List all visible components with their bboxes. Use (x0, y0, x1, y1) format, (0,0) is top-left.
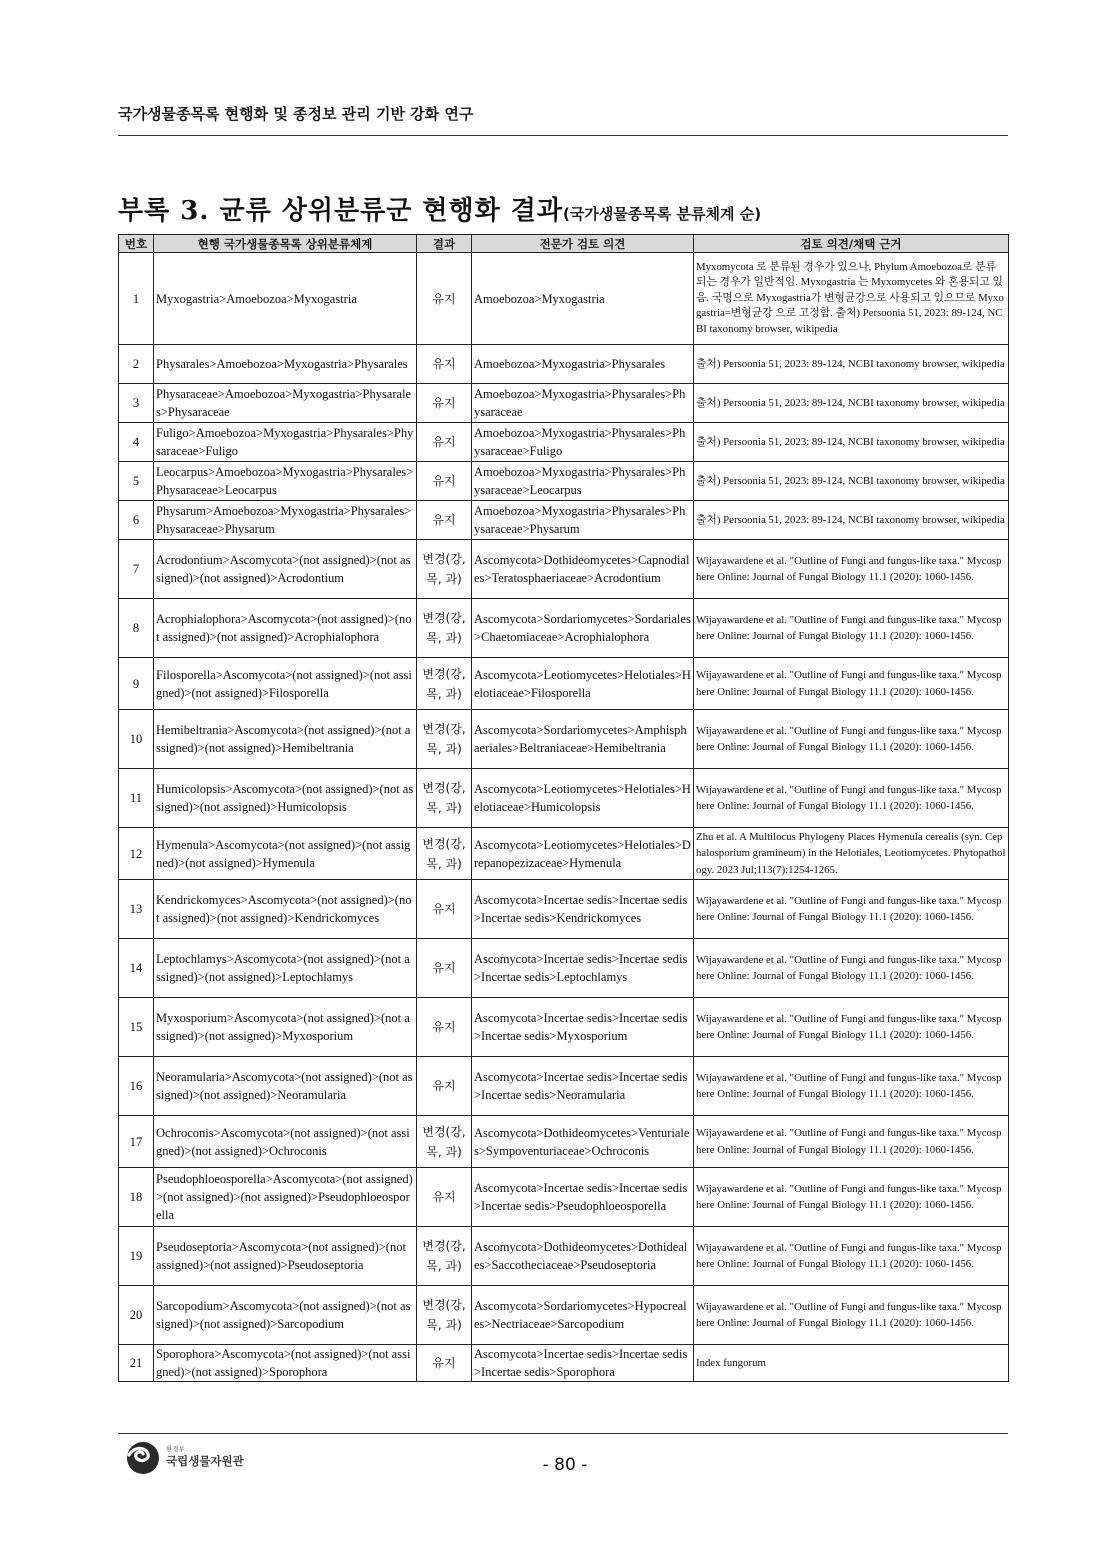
row-number: 8 (119, 599, 154, 658)
basis-reference: Index fungorum (694, 1345, 1009, 1382)
result-cell: 유지 (417, 501, 472, 540)
logo-institute-name: 국립생물자원관 (166, 1454, 244, 1468)
current-classification: Neoramularia>Ascomycota>(not assigned)>(not assigned)>(not assigned)>Neoramularia (154, 1057, 417, 1116)
row-number: 13 (119, 880, 154, 939)
current-classification: Pseudophloeosporella>Ascomycota>(not assigned)>(not assigned)>(not assigned)>Pseudophloeosporella (154, 1168, 417, 1227)
table-header-row (119, 235, 1009, 253)
basis-reference: 출처) Persoonia 51, 2023: 89-124, NCBI taxonomy browser, wikipedia (694, 501, 1009, 540)
row-number: 3 (119, 384, 154, 423)
basis-reference: Wijayawardene et al. "Outline of Fungi and fungus-like taxa." Mycosphere Online: Journal of Fungal Biology 11.1 (2020): 1060-1456. (694, 880, 1009, 939)
row-number: 18 (119, 1168, 154, 1227)
result-cell: 유지 (417, 384, 472, 423)
row-number: 19 (119, 1227, 154, 1286)
current-classification: Filosporella>Ascomycota>(not assigned)>(not assigned)>(not assigned)>Filosporella (154, 658, 417, 710)
row-number: 17 (119, 1116, 154, 1168)
table-row (119, 710, 1009, 769)
result-cell: 변경(강, 목, 과) (417, 540, 472, 599)
table-row (119, 1345, 1009, 1382)
current-classification: Physarum>Amoebozoa>Myxogastria>Physarales>Physaraceae>Physarum (154, 501, 417, 540)
expert-opinion: Ascomycota>Sordariomycetes>Hypocreales>Nectriaceae>Sarcopodium (472, 1286, 694, 1345)
expert-opinion: Amoebozoa>Myxogastria>Physarales>Physaraceae>Physarum (472, 501, 694, 540)
taxonomy-table (118, 234, 1009, 1382)
expert-opinion: Amoebozoa>Myxogastria (472, 253, 694, 345)
table-row (119, 501, 1009, 540)
table-row (119, 253, 1009, 345)
result-cell: 유지 (417, 345, 472, 384)
section-title-main: 부록 3. 균류 상위분류군 현행화 결과 (118, 196, 564, 226)
result-cell: 유지 (417, 998, 472, 1057)
basis-reference: Wijayawardene et al. "Outline of Fungi and fungus-like taxa." Mycosphere Online: Journal of Fungal Biology 11.1 (2020): 1060-1456. (694, 1286, 1009, 1345)
ministry-logo-icon (126, 1441, 160, 1475)
basis-reference: Zhu et al. A Multilocus Phylogeny Places Hymenula cerealis (syn. Cephalosporium gramineum) in the Helotiales, Leotiomycetes. Phytopathology. 2023 Jul;113(7):1254-1265. (694, 828, 1009, 880)
table-row (119, 1168, 1009, 1227)
basis-reference: Wijayawardene et al. "Outline of Fungi and fungus-like taxa." Mycosphere Online: Journal of Fungal Biology 11.1 (2020): 1060-1456. (694, 540, 1009, 599)
expert-opinion: Ascomycota>Dothideomycetes>Dothideales>Saccotheciaceae>Pseudoseptoria (472, 1227, 694, 1286)
table-row (119, 658, 1009, 710)
basis-reference: Myxomycota 로 분류된 경우가 있으나, Phylum Amoebozoa로 분류되는 경우가 일반적임. Myxogastria 는 Myxomycetes 와 혼용되고 있음. 국명으로 Myxogastria가 변형균강으로 사용되고 있으므로 Myxogastria=변형균강 으로 고정함. 출처) Persoonia 51, 2023: 89-124, NCBI taxonomy browser, wikipedia (694, 253, 1009, 345)
result-cell: 변경(강, 목, 과) (417, 599, 472, 658)
row-number: 6 (119, 501, 154, 540)
expert-opinion: Amoebozoa>Myxogastria>Physarales>Physaraceae>Fuligo (472, 423, 694, 462)
header-result: 결과 (417, 235, 472, 253)
header-basis: 검토 의견/채택 근거 (694, 235, 1009, 253)
basis-reference: Wijayawardene et al. "Outline of Fungi and fungus-like taxa." Mycosphere Online: Journal of Fungal Biology 11.1 (2020): 1060-1456. (694, 1116, 1009, 1168)
table-row (119, 1057, 1009, 1116)
table-row (119, 462, 1009, 501)
current-classification: Sporophora>Ascomycota>(not assigned)>(not assigned)>(not assigned)>Sporophora (154, 1345, 417, 1382)
table-row (119, 423, 1009, 462)
footer-rule (118, 1433, 1008, 1434)
running-head: 국가생물종목록 현행화 및 종정보 관리 기반 강화 연구 (118, 105, 474, 123)
row-number: 2 (119, 345, 154, 384)
expert-opinion: Ascomycota>Incertae sedis>Incertae sedis>Incertae sedis>Neoramularia (472, 1057, 694, 1116)
row-number: 9 (119, 658, 154, 710)
basis-reference: 출처) Persoonia 51, 2023: 89-124, NCBI taxonomy browser, wikipedia (694, 384, 1009, 423)
table-row (119, 1116, 1009, 1168)
expert-opinion: Amoebozoa>Myxogastria>Physarales (472, 345, 694, 384)
current-classification: Pseudoseptoria>Ascomycota>(not assigned)>(not assigned)>(not assigned)>Pseudoseptoria (154, 1227, 417, 1286)
current-classification: Acrodontium>Ascomycota>(not assigned)>(not assigned)>(not assigned)>Acrodontium (154, 540, 417, 599)
current-classification: Fuligo>Amoebozoa>Myxogastria>Physarales>Physaraceae>Fuligo (154, 423, 417, 462)
result-cell: 변경(강, 목, 과) (417, 828, 472, 880)
result-cell: 변경(강, 목, 과) (417, 769, 472, 828)
result-cell: 변경(강, 목, 과) (417, 1116, 472, 1168)
basis-reference: 출처) Persoonia 51, 2023: 89-124, NCBI taxonomy browser, wikipedia (694, 345, 1009, 384)
result-cell: 유지 (417, 423, 472, 462)
result-cell: 유지 (417, 939, 472, 998)
current-classification: Hymenula>Ascomycota>(not assigned)>(not assigned)>(not assigned)>Hymenula (154, 828, 417, 880)
table-row (119, 1227, 1009, 1286)
basis-reference: Wijayawardene et al. "Outline of Fungi and fungus-like taxa." Mycosphere Online: Journal of Fungal Biology 11.1 (2020): 1060-1456. (694, 599, 1009, 658)
expert-opinion: Ascomycota>Incertae sedis>Incertae sedis>Incertae sedis>Leptochlamys (472, 939, 694, 998)
current-classification: Myxogastria>Amoebozoa>Myxogastria (154, 253, 417, 345)
expert-opinion: Ascomycota>Sordariomycetes>Amphisphaeriales>Beltraniaceae>Hemibeltrania (472, 710, 694, 769)
result-cell: 변경(강, 목, 과) (417, 710, 472, 769)
current-classification: Myxosporium>Ascomycota>(not assigned)>(not assigned)>(not assigned)>Myxosporium (154, 998, 417, 1057)
expert-opinion: Amoebozoa>Myxogastria>Physarales>Physaraceae (472, 384, 694, 423)
row-number: 21 (119, 1345, 154, 1382)
table-row (119, 880, 1009, 939)
table-row (119, 540, 1009, 599)
basis-reference: Wijayawardene et al. "Outline of Fungi and fungus-like taxa." Mycosphere Online: Journal of Fungal Biology 11.1 (2020): 1060-1456. (694, 658, 1009, 710)
result-cell: 유지 (417, 1345, 472, 1382)
result-cell: 유지 (417, 1057, 472, 1116)
expert-opinion: Ascomycota>Dothideomycetes>Venturiales>Sympoventuriaceae>Ochroconis (472, 1116, 694, 1168)
result-cell: 유지 (417, 880, 472, 939)
table-row (119, 998, 1009, 1057)
table-row (119, 939, 1009, 998)
institute-logo (126, 1441, 316, 1481)
expert-opinion: Ascomycota>Incertae sedis>Incertae sedis>Incertae sedis>Myxosporium (472, 998, 694, 1057)
basis-reference: Wijayawardene et al. "Outline of Fungi and fungus-like taxa." Mycosphere Online: Journal of Fungal Biology 11.1 (2020): 1060-1456. (694, 769, 1009, 828)
logo-ministry-text: 환경부 (166, 1445, 185, 1453)
page-number: - 80 - (542, 1455, 588, 1475)
current-classification: Humicolopsis>Ascomycota>(not assigned)>(not assigned)>(not assigned)>Humicolopsis (154, 769, 417, 828)
table-row (119, 384, 1009, 423)
expert-opinion: Ascomycota>Incertae sedis>Incertae sedis>Incertae sedis>Kendrickomyces (472, 880, 694, 939)
row-number: 5 (119, 462, 154, 501)
expert-opinion: Ascomycota>Dothideomycetes>Capnodiales>Teratosphaeriaceae>Acrodontium (472, 540, 694, 599)
basis-reference: Wijayawardene et al. "Outline of Fungi and fungus-like taxa." Mycosphere Online: Journal of Fungal Biology 11.1 (2020): 1060-1456. (694, 710, 1009, 769)
current-classification: Ochroconis>Ascomycota>(not assigned)>(not assigned)>(not assigned)>Ochroconis (154, 1116, 417, 1168)
expert-opinion: Ascomycota>Incertae sedis>Incertae sedis>Incertae sedis>Sporophora (472, 1345, 694, 1382)
header-rule (118, 135, 1008, 136)
basis-reference: Wijayawardene et al. "Outline of Fungi and fungus-like taxa." Mycosphere Online: Journal of Fungal Biology 11.1 (2020): 1060-1456. (694, 939, 1009, 998)
current-classification: Leocarpus>Amoebozoa>Myxogastria>Physarales>Physaraceae>Leocarpus (154, 462, 417, 501)
result-cell: 유지 (417, 462, 472, 501)
expert-opinion: Ascomycota>Incertae sedis>Incertae sedis>Incertae sedis>Pseudophloeosporella (472, 1168, 694, 1227)
table-row (119, 345, 1009, 384)
basis-reference: 출처) Persoonia 51, 2023: 89-124, NCBI taxonomy browser, wikipedia (694, 462, 1009, 501)
header-opinion: 전문가 검토 의견 (472, 235, 694, 253)
current-classification: Physarales>Amoebozoa>Myxogastria>Physarales (154, 345, 417, 384)
section-subtitle: (국가생물종목록 분류체계 순) (563, 205, 762, 223)
row-number: 20 (119, 1286, 154, 1345)
expert-opinion: Ascomycota>Leotiomycetes>Helotiales>Helotiaceae>Humicolopsis (472, 769, 694, 828)
header-current: 현행 국가생물종목록 상위분류체계 (154, 235, 417, 253)
result-cell: 유지 (417, 1168, 472, 1227)
expert-opinion: Amoebozoa>Myxogastria>Physarales>Physaraceae>Leocarpus (472, 462, 694, 501)
header-no: 번호 (119, 235, 154, 253)
row-number: 7 (119, 540, 154, 599)
expert-opinion: Ascomycota>Sordariomycetes>Sordariales>Chaetomiaceae>Acrophialophora (472, 599, 694, 658)
row-number: 12 (119, 828, 154, 880)
row-number: 1 (119, 253, 154, 345)
basis-reference: Wijayawardene et al. "Outline of Fungi and fungus-like taxa." Mycosphere Online: Journal of Fungal Biology 11.1 (2020): 1060-1456. (694, 1168, 1009, 1227)
current-classification: Physaraceae>Amoebozoa>Myxogastria>Physarales>Physaraceae (154, 384, 417, 423)
current-classification: Leptochlamys>Ascomycota>(not assigned)>(not assigned)>(not assigned)>Leptochlamys (154, 939, 417, 998)
table-row (119, 828, 1009, 880)
result-cell: 변경(강, 목, 과) (417, 1227, 472, 1286)
row-number: 14 (119, 939, 154, 998)
row-number: 16 (119, 1057, 154, 1116)
result-cell: 변경(강, 목, 과) (417, 658, 472, 710)
expert-opinion: Ascomycota>Leotiomycetes>Helotiales>Helotiaceae>Filosporella (472, 658, 694, 710)
table-row (119, 769, 1009, 828)
row-number: 4 (119, 423, 154, 462)
basis-reference: Wijayawardene et al. "Outline of Fungi and fungus-like taxa." Mycosphere Online: Journal of Fungal Biology 11.1 (2020): 1060-1456. (694, 1057, 1009, 1116)
table-row (119, 1286, 1009, 1345)
current-classification: Kendrickomyces>Ascomycota>(not assigned)>(not assigned)>(not assigned)>Kendrickomyces (154, 880, 417, 939)
expert-opinion: Ascomycota>Leotiomycetes>Helotiales>Drepanopezizaceae>Hymenula (472, 828, 694, 880)
current-classification: Hemibeltrania>Ascomycota>(not assigned)>(not assigned)>(not assigned)>Hemibeltrania (154, 710, 417, 769)
row-number: 15 (119, 998, 154, 1057)
row-number: 10 (119, 710, 154, 769)
result-cell: 유지 (417, 253, 472, 345)
table-row (119, 599, 1009, 658)
section-title (118, 190, 1008, 227)
row-number: 11 (119, 769, 154, 828)
current-classification: Sarcopodium>Ascomycota>(not assigned)>(not assigned)>(not assigned)>Sarcopodium (154, 1286, 417, 1345)
table-body (119, 253, 1009, 1382)
basis-reference: Wijayawardene et al. "Outline of Fungi and fungus-like taxa." Mycosphere Online: Journal of Fungal Biology 11.1 (2020): 1060-1456. (694, 998, 1009, 1057)
current-classification: Acrophialophora>Ascomycota>(not assigned)>(not assigned)>(not assigned)>Acrophialophora (154, 599, 417, 658)
basis-reference: 출처) Persoonia 51, 2023: 89-124, NCBI taxonomy browser, wikipedia (694, 423, 1009, 462)
result-cell: 변경(강, 목, 과) (417, 1286, 472, 1345)
basis-reference: Wijayawardene et al. "Outline of Fungi and fungus-like taxa." Mycosphere Online: Journal of Fungal Biology 11.1 (2020): 1060-1456. (694, 1227, 1009, 1286)
